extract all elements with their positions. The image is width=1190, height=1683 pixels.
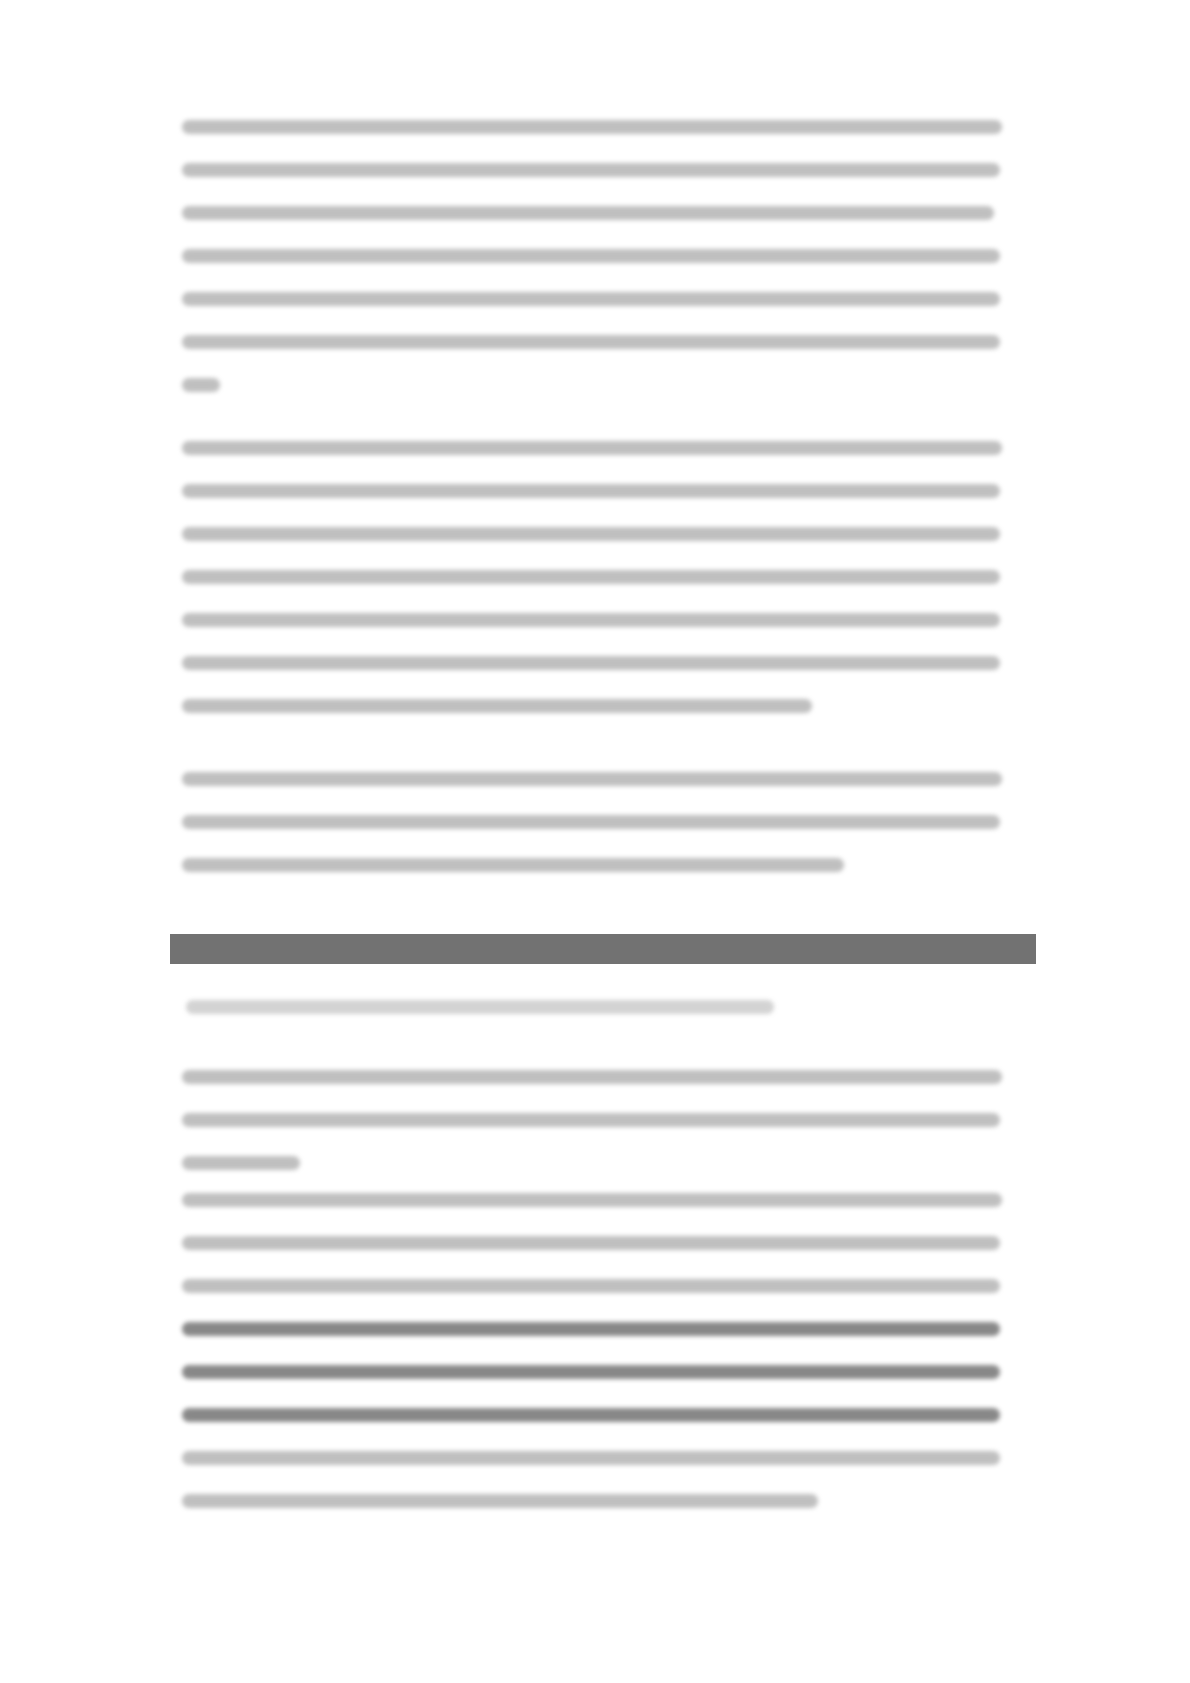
text-line — [186, 1000, 774, 1014]
text-line — [182, 699, 812, 713]
text-line — [182, 527, 1000, 541]
text-line — [182, 570, 1000, 584]
paragraph-5 — [182, 1193, 1002, 1537]
text-line — [182, 815, 1000, 829]
text-line — [182, 772, 1002, 786]
paragraph-1 — [182, 120, 1002, 421]
text-line — [182, 163, 1000, 177]
text-line — [182, 441, 1002, 455]
text-line — [182, 484, 1000, 498]
text-line — [182, 1365, 1000, 1379]
paragraph-2 — [182, 441, 1002, 742]
text-line — [182, 1113, 1000, 1127]
text-line — [182, 1236, 1000, 1250]
text-line — [182, 1156, 300, 1170]
text-line — [182, 1070, 1002, 1084]
text-line — [182, 1279, 1000, 1293]
section-intro — [186, 1000, 1006, 1043]
text-line — [182, 1322, 1000, 1336]
text-line — [182, 335, 1000, 349]
text-line — [182, 1408, 1000, 1422]
text-line — [182, 292, 1000, 306]
text-line — [182, 1451, 1000, 1465]
text-line — [182, 1193, 1002, 1207]
text-line — [182, 858, 844, 872]
paragraph-3 — [182, 772, 1002, 901]
paragraph-4 — [182, 1070, 1002, 1199]
text-line — [182, 120, 1002, 134]
text-line — [182, 249, 1000, 263]
text-line — [182, 1494, 818, 1508]
section-heading-bar — [170, 934, 1036, 964]
text-line — [182, 613, 1000, 627]
text-line — [182, 206, 994, 220]
text-line — [182, 656, 1000, 670]
text-line — [182, 378, 220, 392]
